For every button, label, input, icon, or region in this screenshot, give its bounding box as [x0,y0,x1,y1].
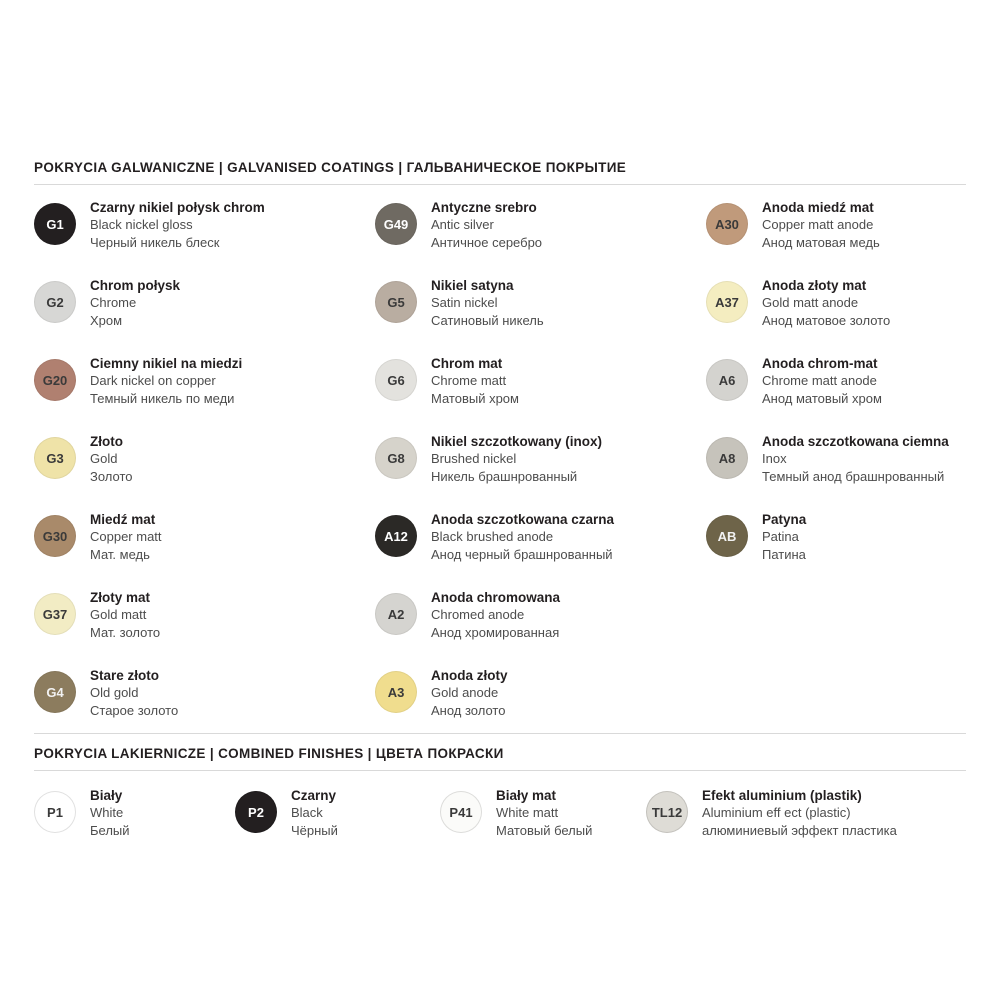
coating-labels [431,433,705,486]
coating-code: G4 [46,684,64,700]
coating-name-pl: Anoda złoty mat [762,278,867,293]
coating-code: G8 [387,450,405,466]
coating-item [706,429,996,507]
coating-labels [90,433,374,486]
coating-code: A30 [715,216,739,232]
coating-item [34,663,374,741]
coating-code: TL12 [651,804,683,820]
coating-name-ru: Темный анод брашнрованный [762,469,945,484]
coating-labels [762,199,996,252]
coating-name-en: Copper matt [90,529,162,544]
coating-name-pl: Anoda miedź mat [762,200,874,215]
coating-name-ru: Сатиновый никель [431,313,544,328]
color-swatch [34,791,76,833]
color-swatch [34,281,76,323]
coating-name-en: Chromed anode [431,607,525,622]
coating-name-en: Gold matt [90,607,147,622]
coating-name-ru: Анод хромированная [431,625,560,640]
coating-name-en: Chrome matt [431,373,507,388]
divider-top [34,184,966,185]
coating-name-ru: Мат. медь [90,547,150,562]
coating-item [375,273,705,351]
coating-name-ru: Патина [762,547,806,562]
coating-name-en: Chrome [90,295,137,310]
coating-labels [90,355,374,408]
coating-name-en: Dark nickel on copper [90,373,216,388]
coating-item [34,585,374,663]
coating-name-pl: Anoda chrom-mat [762,356,878,371]
coating-item [375,429,705,507]
coating-labels [90,199,374,252]
section-header-combined: POKRYCIA LAKIERNICZE | COMBINED FINISHES | ЦВЕТА ПОКРАСКИ [34,746,504,761]
coating-code: A8 [718,450,736,466]
coating-item [375,351,705,429]
coating-item [34,507,374,585]
coating-code: G37 [42,606,68,622]
coating-labels [762,277,996,330]
coating-name-pl: Miedź mat [90,512,156,527]
coating-name-pl: Nikiel satyna [431,278,514,293]
color-swatch [375,671,417,713]
coating-name-en: Black nickel gloss [90,217,193,232]
coating-name-en: Patina [762,529,799,544]
coating-name-ru: Матовый хром [431,391,519,406]
coating-code: A3 [387,684,405,700]
color-swatch [34,359,76,401]
coating-item [706,507,996,585]
galvanised-column-3 [706,195,996,585]
coating-name-pl: Patyna [762,512,807,527]
coating-name-pl: Ciemny nikiel na miedzi [90,356,243,371]
coating-labels [431,511,705,564]
coating-labels [762,355,996,408]
coating-code: A2 [387,606,405,622]
coating-name-ru: Мат. золото [90,625,161,640]
color-swatch [375,593,417,635]
coating-code: G20 [42,372,68,388]
coating-labels [90,589,374,642]
coating-item [34,273,374,351]
coating-item [706,351,996,429]
coating-name-en: Antic silver [431,217,494,232]
coating-name-pl: Antyczne srebro [431,200,537,215]
coating-code: G2 [46,294,64,310]
coating-name-ru: Черный никель блеск [90,235,220,250]
color-swatch [34,593,76,635]
coating-code: G30 [42,528,68,544]
color-swatch [34,515,76,557]
coating-code: P41 [449,804,473,820]
color-swatch [706,203,748,245]
coating-labels [90,277,374,330]
color-swatch [34,203,76,245]
coating-item [375,663,705,741]
coating-name-ru: Золото [90,469,133,484]
coating-name-en: Gold anode [431,685,499,700]
coating-item [706,273,996,351]
color-swatch [646,791,688,833]
coating-name-ru: Античное серебро [431,235,543,250]
coating-name-en: Old gold [90,685,139,700]
coating-name-pl: Złoty mat [90,590,151,605]
coating-item [34,429,374,507]
coating-code: AB [717,528,737,544]
divider-middle [34,733,966,734]
coating-code: A37 [715,294,739,310]
galvanised-column-1 [34,195,374,741]
galvanised-column-2 [375,195,705,741]
section-header-galvanised: POKRYCIA GALWANICZNE | GALVANISED COATINGS | ГАЛЬВАНИЧЕСКОЕ ПОКРЫТИЕ [34,160,627,175]
coating-name-en: Inox [762,451,787,466]
divider-bottom [34,770,966,771]
coating-item [706,195,996,273]
coating-code: G5 [387,294,405,310]
color-swatch [440,791,482,833]
coating-item [34,195,374,273]
coating-name-ru: Анод матовое золото [762,313,891,328]
color-swatch [375,281,417,323]
coating-code: G49 [383,216,409,232]
coating-labels [431,589,705,642]
coating-item [375,507,705,585]
coating-labels [431,355,705,408]
coating-name-pl: Czarny nikiel połysk chrom [90,200,265,215]
coating-name-en: Satin nickel [431,295,498,310]
coating-labels [762,433,996,486]
coating-name-en: Gold [90,451,118,466]
coating-name-pl: Stare złoto [90,668,160,683]
coating-name-pl: Anoda chromowana [431,590,561,605]
coating-code: P2 [248,804,264,820]
coating-labels [431,277,705,330]
coating-name-pl: Anoda złoty [431,668,508,683]
coating-labels [90,667,374,720]
coating-code: G1 [46,216,64,232]
coating-item [375,585,705,663]
coating-labels [90,511,374,564]
color-swatch [235,791,277,833]
combined-finishes-row: P1 Biały White Белый P2 Czarny Black Чёрный P41 Biały mat White matt Матовый белый TL12 Efekt aluminium (plastik) Aluminium eff ect (plastic) алюминиевый эффект пластика [0,785,1000,865]
coating-name-pl: Anoda szczotkowana ciemna [762,434,949,449]
coating-name-pl: Nikiel szczotkowany (inox) [431,434,603,449]
coating-name-ru: Анод золото [431,703,506,718]
coating-item [375,195,705,273]
coating-name-pl: Anoda szczotkowana czarna [431,512,615,527]
coating-name-ru: Никель брашнрованный [431,469,578,484]
coating-name-en: Copper matt anode [762,217,874,232]
coating-name-ru: Анод черный брашнрованный [431,547,613,562]
coating-name-pl: Chrom połysk [90,278,181,293]
color-swatch [375,437,417,479]
color-swatch [34,437,76,479]
coating-code: P1 [47,804,63,820]
coating-name-ru: Хром [90,313,123,328]
coating-name-ru: Старое золото [90,703,179,718]
color-swatch [706,281,748,323]
color-swatch [706,437,748,479]
color-swatch [706,359,748,401]
coating-name-en: Gold matt anode [762,295,859,310]
coating-item [34,351,374,429]
coating-labels [431,667,705,720]
coating-code: G6 [387,372,405,388]
coating-name-pl: Złoto [90,434,123,449]
color-swatch [706,515,748,557]
coating-labels [762,511,996,564]
coating-name-pl: Chrom mat [431,356,503,371]
coating-code: A6 [718,372,736,388]
coating-code: G3 [46,450,64,466]
color-swatch [375,359,417,401]
coating-name-en: Brushed nickel [431,451,517,466]
coating-name-en: Black brushed anode [431,529,554,544]
coating-labels [431,199,705,252]
color-swatch [375,515,417,557]
color-swatch [34,671,76,713]
coating-name-ru: Анод матовый хром [762,391,882,406]
coating-code: A12 [384,528,408,544]
coating-name-ru: Темный никель по меди [90,391,235,406]
coating-name-ru: Анод матовая медь [762,235,880,250]
coating-name-en: Chrome matt anode [762,373,877,388]
color-swatch [375,203,417,245]
